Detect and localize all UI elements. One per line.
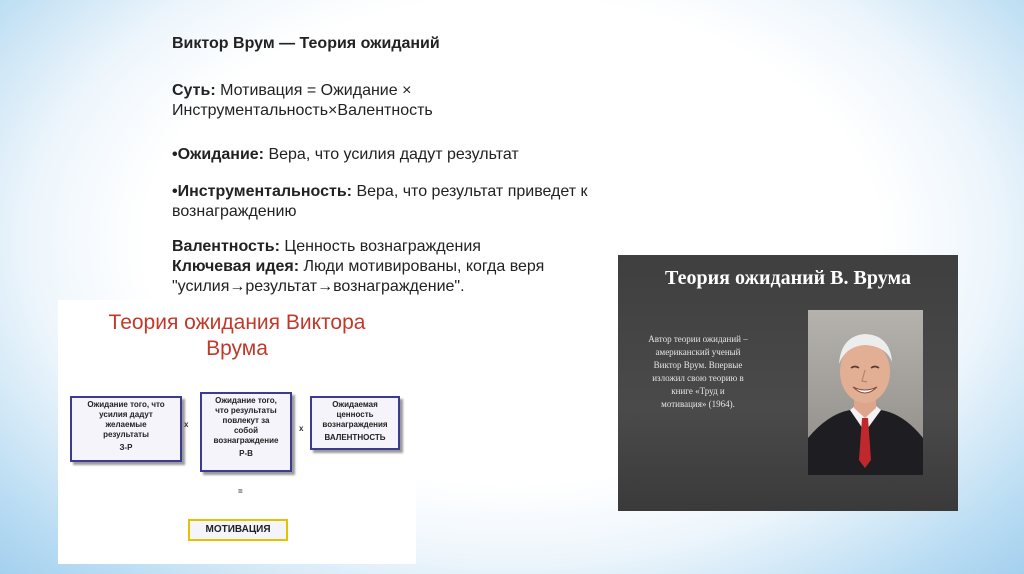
slide-title: Виктор Врум — Теория ожиданий (172, 35, 440, 52)
expectation-block (172, 145, 519, 165)
multiply-sign: х (299, 424, 304, 433)
expectation-box (70, 396, 182, 462)
essence-block (172, 81, 433, 121)
box1-code: З-Р (119, 443, 133, 452)
instrumentality-label: •Инструментальность: (172, 183, 353, 200)
box2-line: что результаты (215, 406, 277, 415)
instrumentality-box (200, 392, 292, 472)
box2-line: повлекут за (222, 416, 270, 425)
box2-line: вознаграждение (213, 436, 279, 445)
box1-line: результаты (103, 430, 149, 439)
box2-code: Р-В (239, 449, 253, 458)
diagram-title-line1: Теория ожидания Виктора (108, 311, 366, 334)
box1-line: усилия дадут (99, 410, 153, 419)
expectation-text: Вера, что усилия дадут результат (264, 146, 519, 163)
multiply-sign: х (184, 420, 189, 429)
box3-code: ВАЛЕНТНОСТЬ (324, 433, 386, 442)
valence-block (172, 237, 544, 297)
instrumentality-text1: Вера, что результат приведет к (352, 183, 588, 200)
box1-line: желаемые (105, 420, 147, 429)
photo-card-text (628, 333, 768, 411)
equals-sign: = (238, 487, 243, 496)
photo-text-line: изложил свою теорию в (652, 373, 744, 383)
key-text1: Люди мотивированы, когда веря (299, 258, 545, 275)
valence-text: Ценность вознаграждения (279, 238, 481, 255)
box3-line: ценность (336, 410, 374, 419)
vroom-photo-card (618, 255, 958, 511)
box2-line: собой (233, 426, 259, 435)
essence-line2: Инструментальность×Валентность (172, 102, 433, 119)
valence-label: Валентность: (172, 238, 280, 255)
box3-line: вознаграждения (322, 420, 388, 429)
diagram-title (58, 310, 416, 362)
photo-text-line: американский ученый (655, 347, 741, 357)
expectation-label: •Ожидание: (172, 146, 265, 163)
photo-text-line: книге «Труд и (671, 386, 725, 396)
box1-line: Ожидание того, что (87, 400, 165, 409)
instrumentality-text2: вознаграждению (172, 203, 297, 220)
essence-label: Суть: (172, 82, 216, 99)
photo-text-line: Автор теории ожиданий – (648, 334, 748, 344)
photo-text-line: Виктор Врум. Впервые (653, 360, 743, 370)
valence-box (310, 396, 400, 450)
vroom-diagram (58, 300, 416, 564)
motivation-box: МОТИВАЦИЯ (188, 519, 288, 541)
vroom-portrait-photo (808, 310, 923, 475)
essence-line1: Мотивация = Ожидание × (215, 82, 412, 99)
box3-line: Ожидаемая (332, 400, 378, 409)
photo-text-line: мотивация» (1964). (661, 399, 735, 409)
diagram-title-line2: Врума (206, 337, 268, 360)
key-text2: "усилия→результат→вознаграждение". (172, 278, 465, 295)
photo-card-title: Теория ожиданий В. Врума (665, 267, 911, 289)
key-label: Ключевая идея: (172, 258, 300, 275)
instrumentality-block (172, 182, 588, 222)
box2-line: Ожидание того, (215, 396, 277, 405)
